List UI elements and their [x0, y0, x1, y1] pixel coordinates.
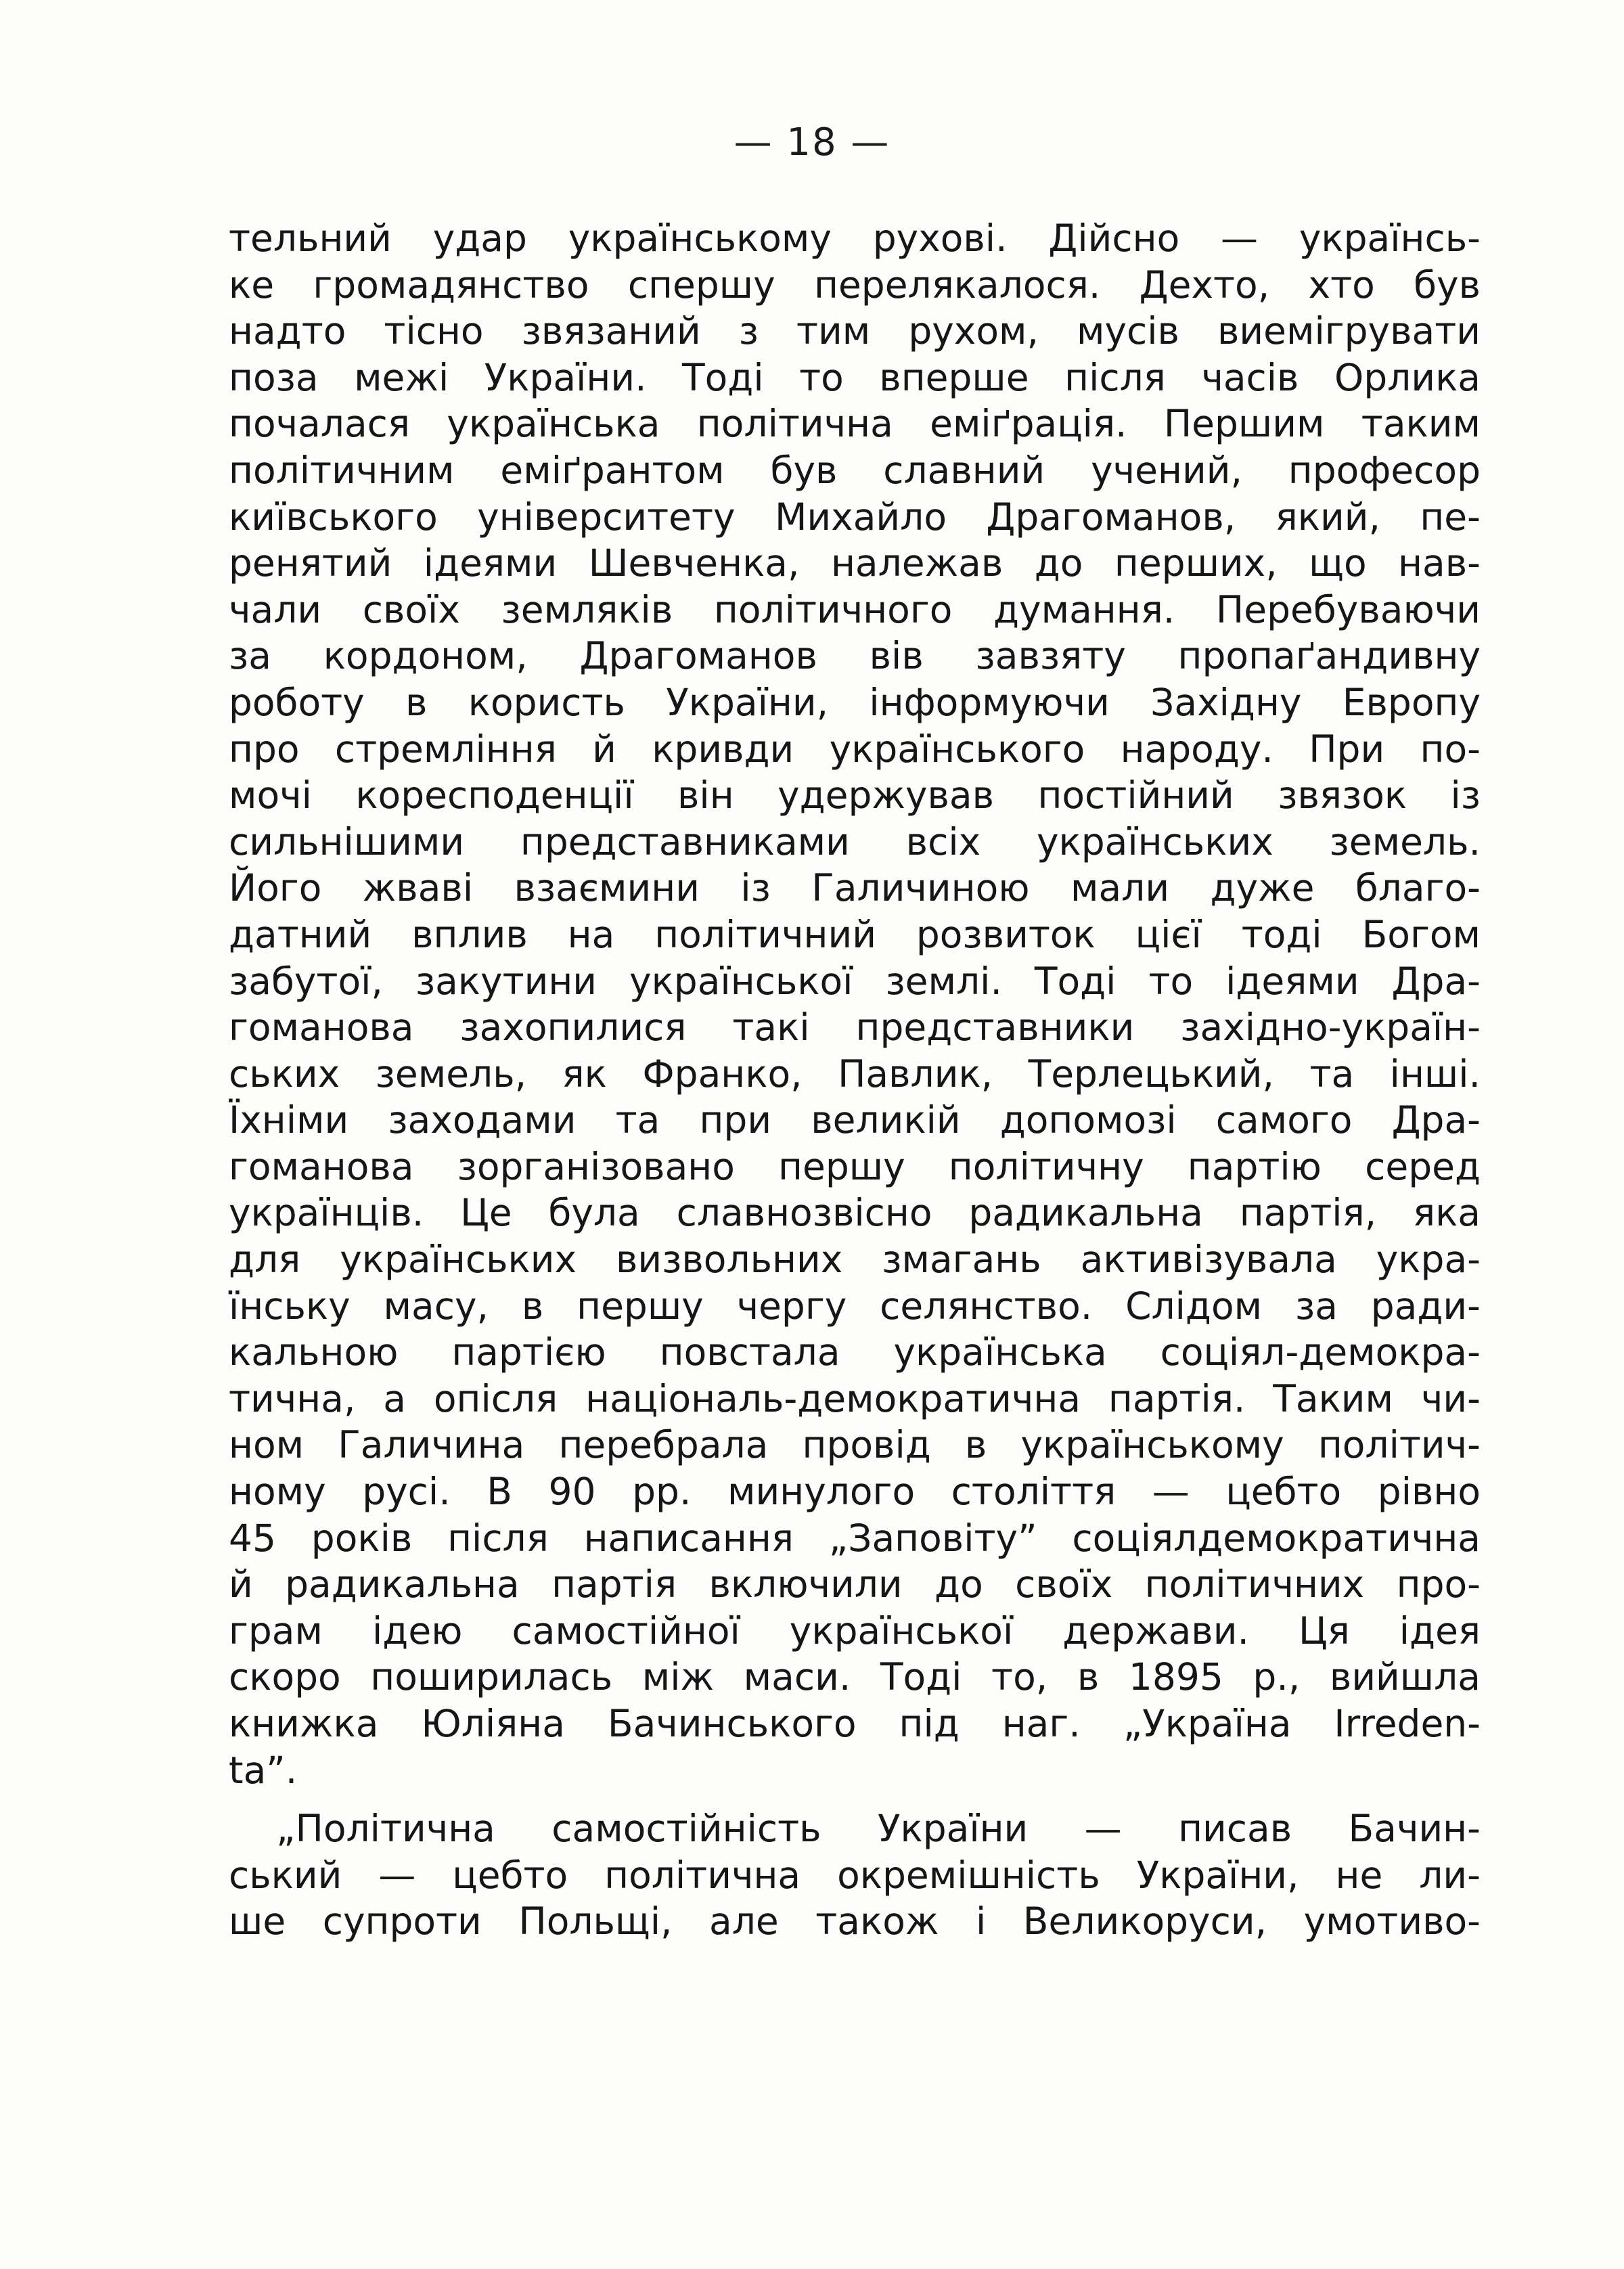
- text-line: надто тісно звязаний з тим рухом, мусів виемігрувати: [229, 309, 1481, 353]
- text-line: почалася українська політична еміґрація. Першим таким: [229, 402, 1481, 446]
- text-line: ному русі. В 90 рр. минулого століття — цебто рівно: [229, 1470, 1481, 1514]
- text-line: ренятий ідеями Шевченка, належав до перших, що нав-: [229, 541, 1481, 585]
- text-line: київського університету Михайло Драгоманов, який, пе-: [229, 495, 1481, 539]
- text-line: датний вплив на політичний розвиток цієї тоді Богом: [229, 912, 1481, 956]
- text-line: їнську масу, в першу чергу селянство. Слідом за ради-: [229, 1284, 1481, 1328]
- text-line: гоманова захопилися такі представники західно-україн-: [229, 1006, 1481, 1050]
- text-line: грам ідею самостійної української держави. Ця ідея: [229, 1609, 1481, 1653]
- text-line: ном Галичина перебрала провід в українському політич-: [229, 1423, 1481, 1467]
- page-number: — 18 —: [734, 120, 890, 164]
- text-line: ta”.: [229, 1748, 298, 1792]
- text-line: Його жваві взаємини із Галичиною мали дуже благо-: [229, 866, 1481, 910]
- text-line: мочі коресподенції він удержував постійний звязок із: [229, 773, 1481, 817]
- text-line: сильнішими представниками всіх українських земель.: [229, 819, 1481, 863]
- paragraph: [229, 215, 1481, 1793]
- text-line: гоманова зорганізовано першу політичну партію серед: [229, 1144, 1481, 1188]
- text-line: 45 років після написання „Заповіту” соціялдемократична: [229, 1516, 1481, 1560]
- text-line: книжка Юліяна Бачинського під наг. „Україна Irreden-: [229, 1702, 1481, 1745]
- text-line: українців. Це була славнозвісно радикальна партія, яка: [229, 1191, 1481, 1235]
- text-line: „Політична самостійність України — писав Бачин-: [276, 1807, 1481, 1851]
- text-line: поза межі України. Тоді то вперше після часів Орлика: [229, 355, 1481, 399]
- paragraph: [229, 1805, 1481, 1945]
- text-line: скоро поширилась між маси. Тоді то, в 1895 р., вийшла: [229, 1655, 1481, 1699]
- body-text: [229, 215, 1481, 1945]
- text-line: політичним еміґрантом був славний учений, професор: [229, 448, 1481, 492]
- text-line: тична, а опісля національ-демократична партія. Таким чи-: [229, 1376, 1481, 1420]
- text-line: забутої, закутини української землі. Тоді то ідеями Дра-: [229, 959, 1481, 1003]
- text-line: за кордоном, Драгоманов вів завзяту пропаґандивну: [229, 634, 1481, 678]
- text-line: Їхніми заходами та при великій допомозі самого Дра-: [229, 1098, 1481, 1142]
- text-line: чали своїх земляків політичного думання. Перебуваючи: [229, 587, 1481, 631]
- text-line: ке громадянство спершу перелякалося. Дехто, хто був: [229, 263, 1481, 307]
- text-line: про стремління й кривди українського народу. При по-: [229, 727, 1481, 771]
- text-line: тельний удар українському рухові. Дійсно — українсь-: [229, 217, 1481, 260]
- text-line: роботу в користь України, інформуючи Західну Европу: [229, 680, 1481, 724]
- text-line: й радикальна партія включили до своїх політичних про-: [229, 1563, 1481, 1607]
- paragraph-gap: [229, 1793, 1481, 1805]
- text-line: ських земель, як Франко, Павлик, Терлецький, та інші.: [229, 1052, 1481, 1096]
- text-line: кальною партією повстала українська соціял-демокра-: [229, 1330, 1481, 1374]
- text-line: ський — цебто політична окремішність України, не ли-: [229, 1853, 1481, 1897]
- text-line: для українських визвольних змагань активізувала укра-: [229, 1238, 1481, 1282]
- text-line: ше супроти Польщі, але також і Великоруси, умотиво-: [229, 1900, 1481, 1944]
